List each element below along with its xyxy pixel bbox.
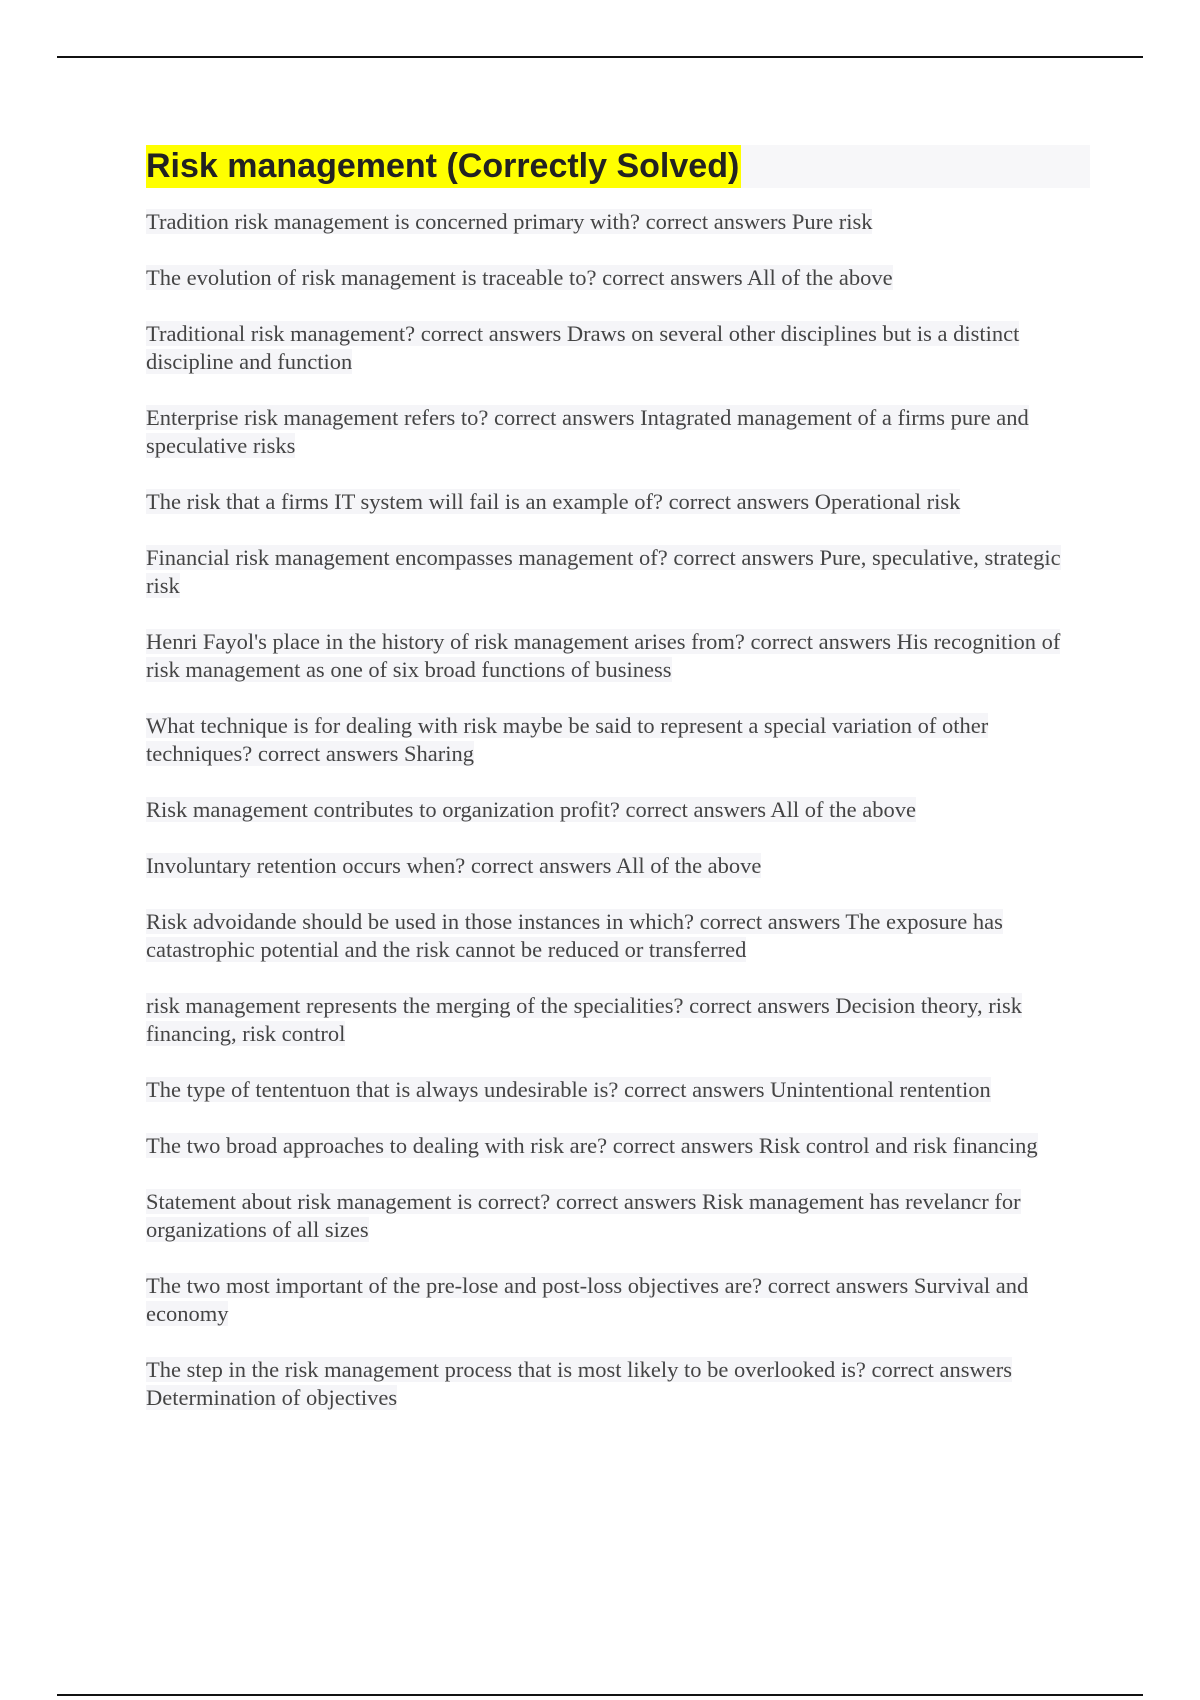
qa-text: The two most important of the pre-lose and post-loss objectives are? correct answers Survival and economy [146,1273,1029,1326]
qa-text: risk management represents the merging of the specialities? correct answers Decision theory, risk financing, risk control [146,993,1022,1046]
qa-item [146,208,1090,236]
qa-item [146,264,1090,292]
bottom-rule [57,1694,1143,1696]
qa-item [146,712,1090,768]
qa-item [146,628,1090,684]
qa-text: Traditional risk management? correct answers Draws on several other disciplines but is a distinct discipline and function [146,321,1020,374]
qa-item [146,544,1090,600]
qa-text: Financial risk management encompasses management of? correct answers Pure, speculative, strategic risk [146,545,1061,598]
qa-item [146,404,1090,460]
qa-item [146,1188,1090,1244]
qa-text: Statement about risk management is correct? correct answers Risk management has revelancr for organizations of all sizes [146,1189,1021,1242]
qa-item [146,1356,1090,1412]
document-body [146,145,1090,1440]
qa-item [146,1132,1090,1160]
qa-text: The risk that a firms IT system will fail is an example of? correct answers Operational risk [146,489,961,514]
qa-item [146,1076,1090,1104]
qa-text: Enterprise risk management refers to? correct answers Intagrated management of a firms pure and speculative risks [146,405,1029,458]
qa-text: Risk management contributes to organization profit? correct answers All of the above [146,797,916,822]
qa-text: The two broad approaches to dealing with risk are? correct answers Risk control and risk financing [146,1133,1038,1158]
qa-item [146,1272,1090,1328]
qa-text: Involuntary retention occurs when? correct answers All of the above [146,853,762,878]
top-rule [57,56,1143,58]
title-band [146,145,1090,188]
qa-text: The type of tententuon that is always undesirable is? correct answers Unintentional rentention [146,1077,991,1102]
qa-text: The step in the risk management process that is most likely to be overlooked is? correct answers Determination of objectives [146,1357,1013,1410]
qa-item [146,488,1090,516]
qa-item [146,320,1090,376]
qa-item [146,852,1090,880]
qa-text: What technique is for dealing with risk maybe be said to represent a special variation of other techniques? correct answers Sharing [146,713,989,766]
qa-text: Henri Fayol's place in the history of risk management arises from? correct answers His recognition of risk management as one of six broad functions of business [146,629,1061,682]
qa-text: Risk advoidande should be used in those instances in which? correct answers The exposure has catastrophic potential and the risk cannot be reduced or transferred [146,909,1003,962]
qa-text: Tradition risk management is concerned primary with? correct answers Pure risk [146,209,873,234]
page-title: Risk management (Correctly Solved) [146,145,741,188]
qa-text: The evolution of risk management is traceable to? correct answers All of the above [146,265,893,290]
qa-item [146,908,1090,964]
qa-item [146,992,1090,1048]
qa-item [146,796,1090,824]
